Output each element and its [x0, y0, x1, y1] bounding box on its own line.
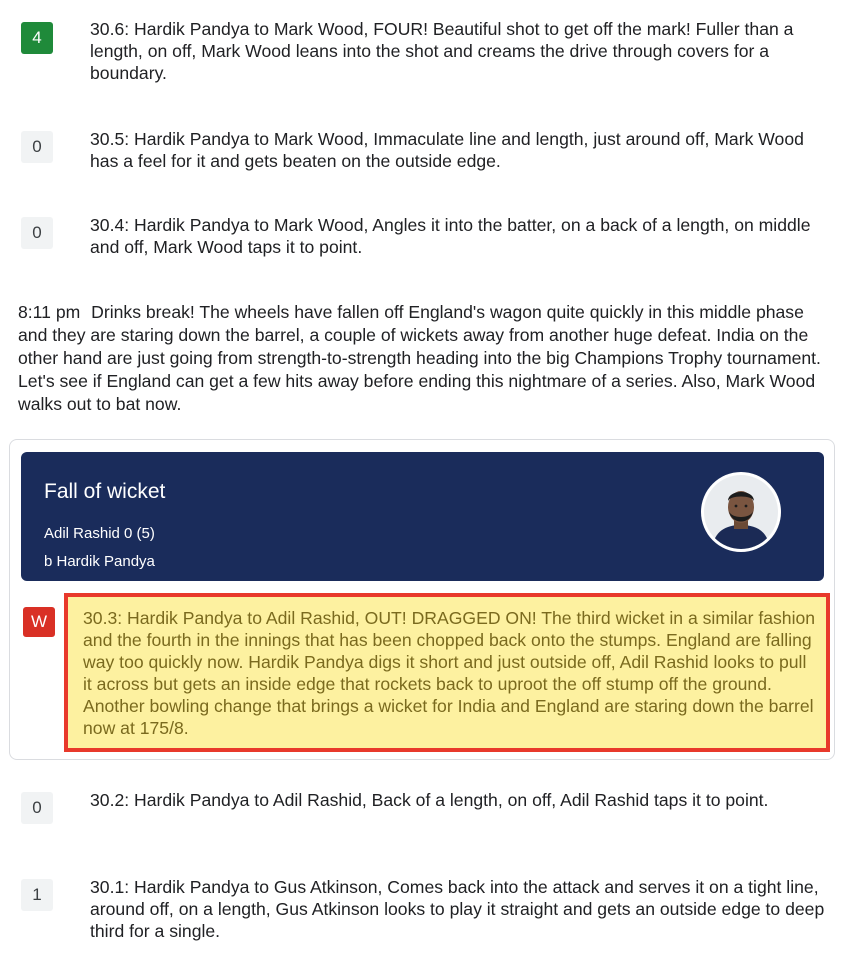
ball-commentary-text: 30.5: Hardik Pandya to Mark Wood, Immaculate line and length, just around off, Mark Wood has a feel for it and gets beaten on the outside edge.	[90, 129, 804, 171]
fall-of-wicket-title: Fall of wicket	[44, 480, 166, 503]
fall-of-wicket-card	[9, 439, 835, 760]
player-avatar	[701, 472, 781, 552]
wicket-badge: W	[23, 607, 55, 637]
ball-commentary-text: 30.2: Hardik Pandya to Adil Rashid, Back of a length, on off, Adil Rashid taps it to point.	[90, 790, 769, 810]
live-update	[18, 301, 833, 416]
runs-badge: 0	[21, 792, 53, 824]
dismissed-batter: Adil Rashid 0 (5)	[44, 525, 155, 542]
runs-badge: 0	[21, 217, 53, 249]
wicket-commentary-text: 30.3: Hardik Pandya to Adil Rashid, OUT! DRAGGED ON! The third wicket in a similar fashion and the fourth in the innings that has been chopped back onto the stumps. England are falling way too quickly now. Hardik Pandya digs it short and just outside off, Adil Rashid looks to pull it across but gets an inside edge that rockets back to uproot the off stump off the ground. Another bowling change that brings a wicket for India and England are staring down the barrel now at 175/8.	[83, 608, 816, 738]
ball-commentary-text: 30.1: Hardik Pandya to Gus Atkinson, Comes back into the attack and serves it on a tight line, around off, on a length, Gus Atkinson looks to play it straight and gets an outside edge to deep third for a single.	[90, 877, 825, 941]
runs-badge: 4	[21, 22, 53, 54]
highlighted-commentary	[64, 593, 830, 752]
runs-badge: 0	[21, 131, 53, 163]
update-timestamp: 8:11 pm	[18, 302, 81, 322]
ball-commentary-text: 30.6: Hardik Pandya to Mark Wood, FOUR! Beautiful shot to get off the mark! Fuller than a length, on off, Mark Wood leans into the shot and creams the drive through covers for a boundary.	[90, 19, 794, 83]
ball-commentary-text: 30.4: Hardik Pandya to Mark Wood, Angles it into the batter, on a back of a length, on middle and off, Mark Wood taps it to point.	[90, 215, 811, 257]
fall-of-wicket-banner	[21, 452, 824, 581]
player-portrait-icon	[704, 475, 778, 549]
runs-badge: 1	[21, 879, 53, 911]
dismissal-method: b Hardik Pandya	[44, 553, 155, 570]
update-text: Drinks break! The wheels have fallen off England's wagon quite quickly in this middle phase and they are staring down the barrel, a couple of wickets away from another huge defeat. India on the other hand are just going from strength-to-strength heading into the big Champions Trophy tournament. Let's see if England can get a few hits away before ending this nightmare of a series. Also, Mark Wood walks out to bat now.	[18, 302, 821, 414]
